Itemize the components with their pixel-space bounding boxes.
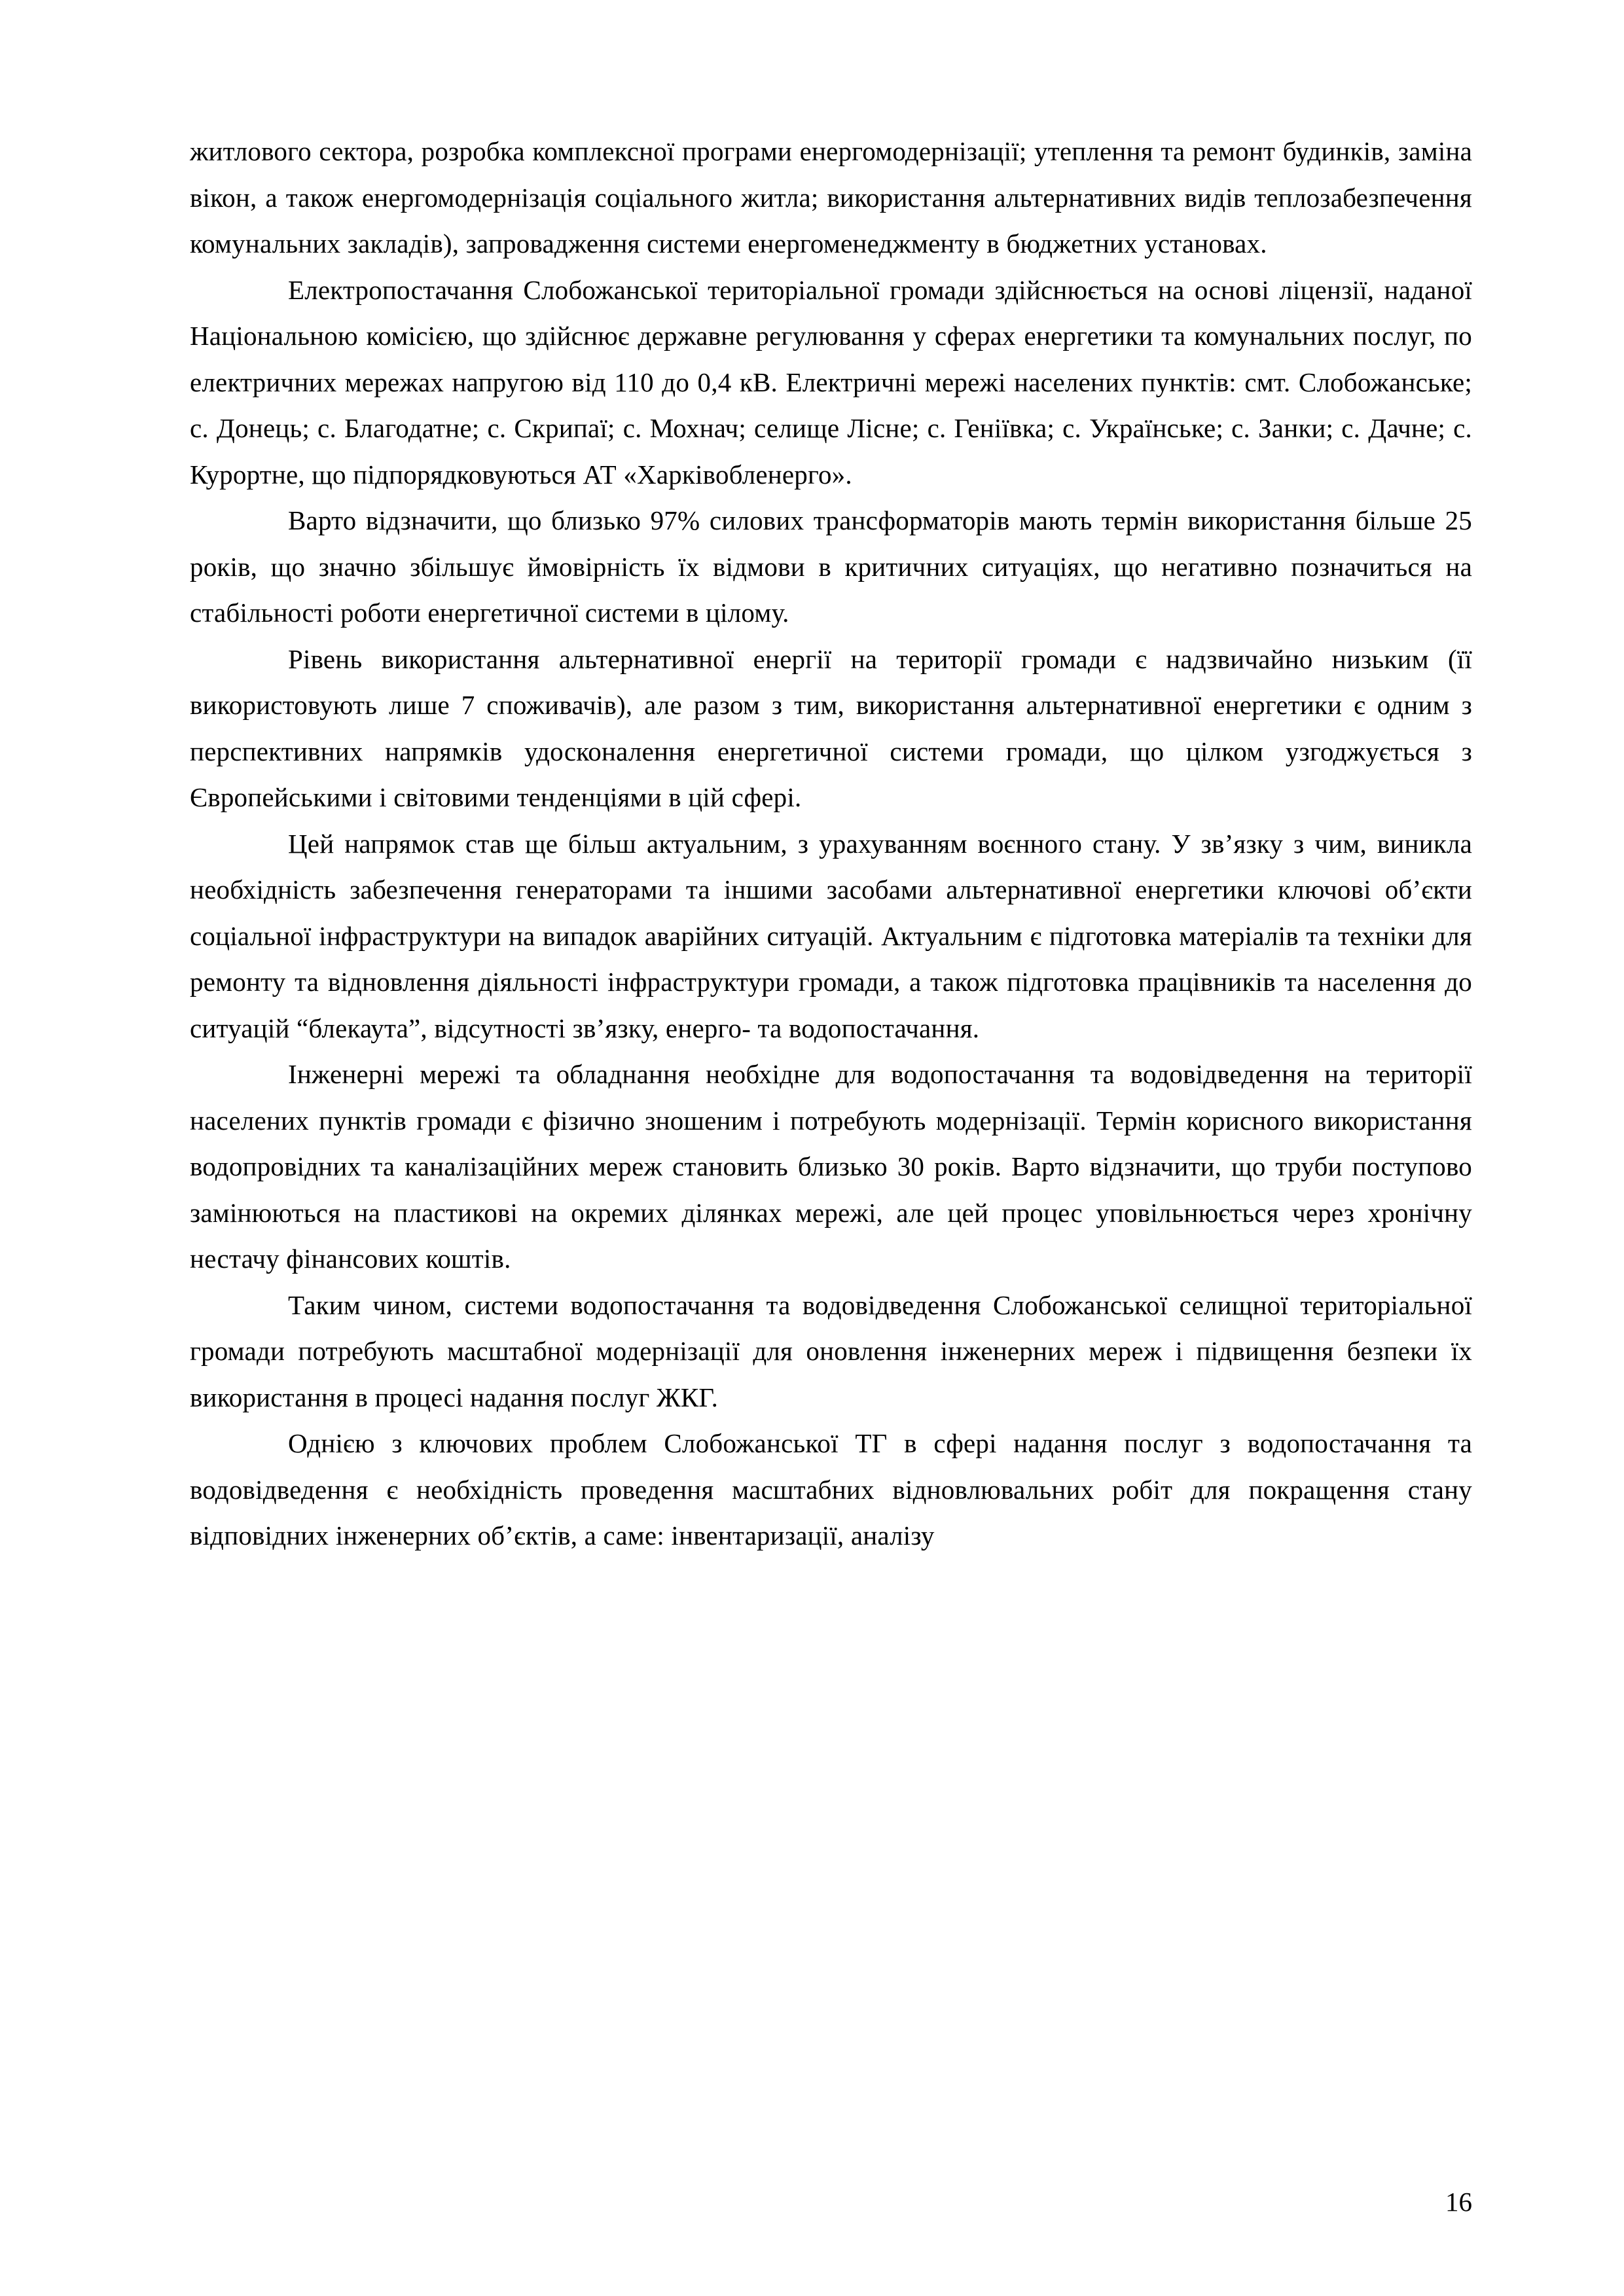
paragraph: Рівень використання альтернативної енергії на території громади є надзвичайно низьким (її використовують лише 7 споживачів), але разом з тим, використання альтернативної енергетики є одним з перспективних напрямків удосконалення енергетичної системи громади, що цілком узгоджується з Європейськими і світовими тенденціями в цій сфері. — [190, 643, 1472, 813]
paragraph: житлового сектора, розробка комплексної програми енергомодернізації; утеплення та ремонт будинків, заміна вікон, а також енергомодернізація соціального житла; використання альтернативних видів теплозабезпечення комунальних закладів), запровадження системи енергоменеджменту в бюджетних установах. — [190, 136, 1472, 259]
paragraph: Інженерні мережі та обладнання необхідне для водопостачання та водовідведення на території населених пунктів громади є фізично зношеним і потребують модернізації. Термін корисного використання водопровідних та каналізаційних мереж становить близько 30 років. Варто відзначити, що труби поступово замінюються на пластикові на окремих ділянках мережі, але цей процес уповільнюється через хронічну нестачу фінансових коштів. — [190, 1059, 1472, 1274]
paragraph: Цей напрямок став ще більш актуальним, з урахуванням воєнного стану. У зв’язку з чим, виникла необхідність забезпечення генераторами та іншими засобами альтернативної енергетики ключові об’єкти соціальної інфраструктури на випадок аварійних ситуацій. Актуальним є підготовка матеріалів та техніки для ремонту та відновлення діяльності інфраструктури громади, а також підготовка працівників та населення до ситуацій “блекаута”, відсутності зв’язку, енерго- та водопостачання. — [190, 828, 1472, 1043]
page-number: 16 — [1445, 2187, 1472, 2217]
paragraph: Таким чином, системи водопостачання та водовідведення Слобожанської селищної територіальної громади потребують масштабної модернізації для оновлення інженерних мереж і підвищення безпеки їх використання в процесі надання послуг ЖКГ. — [190, 1289, 1472, 1412]
paragraph: Електропостачання Слобожанської територіальної громади здійснюється на основі ліцензії, наданої Національною комісією, що здійснює державне регулювання у сферах енергетики та комунальних послуг, по електричних мережах напругою від 110 до 0,4 кВ. Електричні мережі населених пунктів: смт. Слобожанське; с. Донець; с. Благодатне; с. Скрипаї; с. Мохнач; селище Лісне; с. Геніївка; с. Українське; с. Занки; с. Дачне; с. Курортне, що підпорядковуються АТ «Харківобленерго». — [190, 274, 1472, 490]
paragraph: Однією з ключових проблем Слобожанської ТГ в сфері надання послуг з водопостачання та водовідведення є необхідність проведення масштабних відновлювальних робіт для покращення стану відповідних інженерних об’єктів, а саме: інвентаризації, аналізу — [190, 1428, 1472, 1551]
paragraph: Варто відзначити, що близько 97% силових трансформаторів мають термін використання більше 25 років, що значно збільшує ймовірність їх відмови в критичних ситуаціях, що негативно позначиться на стабільності роботи енергетичної системи в цілому. — [190, 505, 1472, 628]
document-body — [190, 128, 1472, 1559]
